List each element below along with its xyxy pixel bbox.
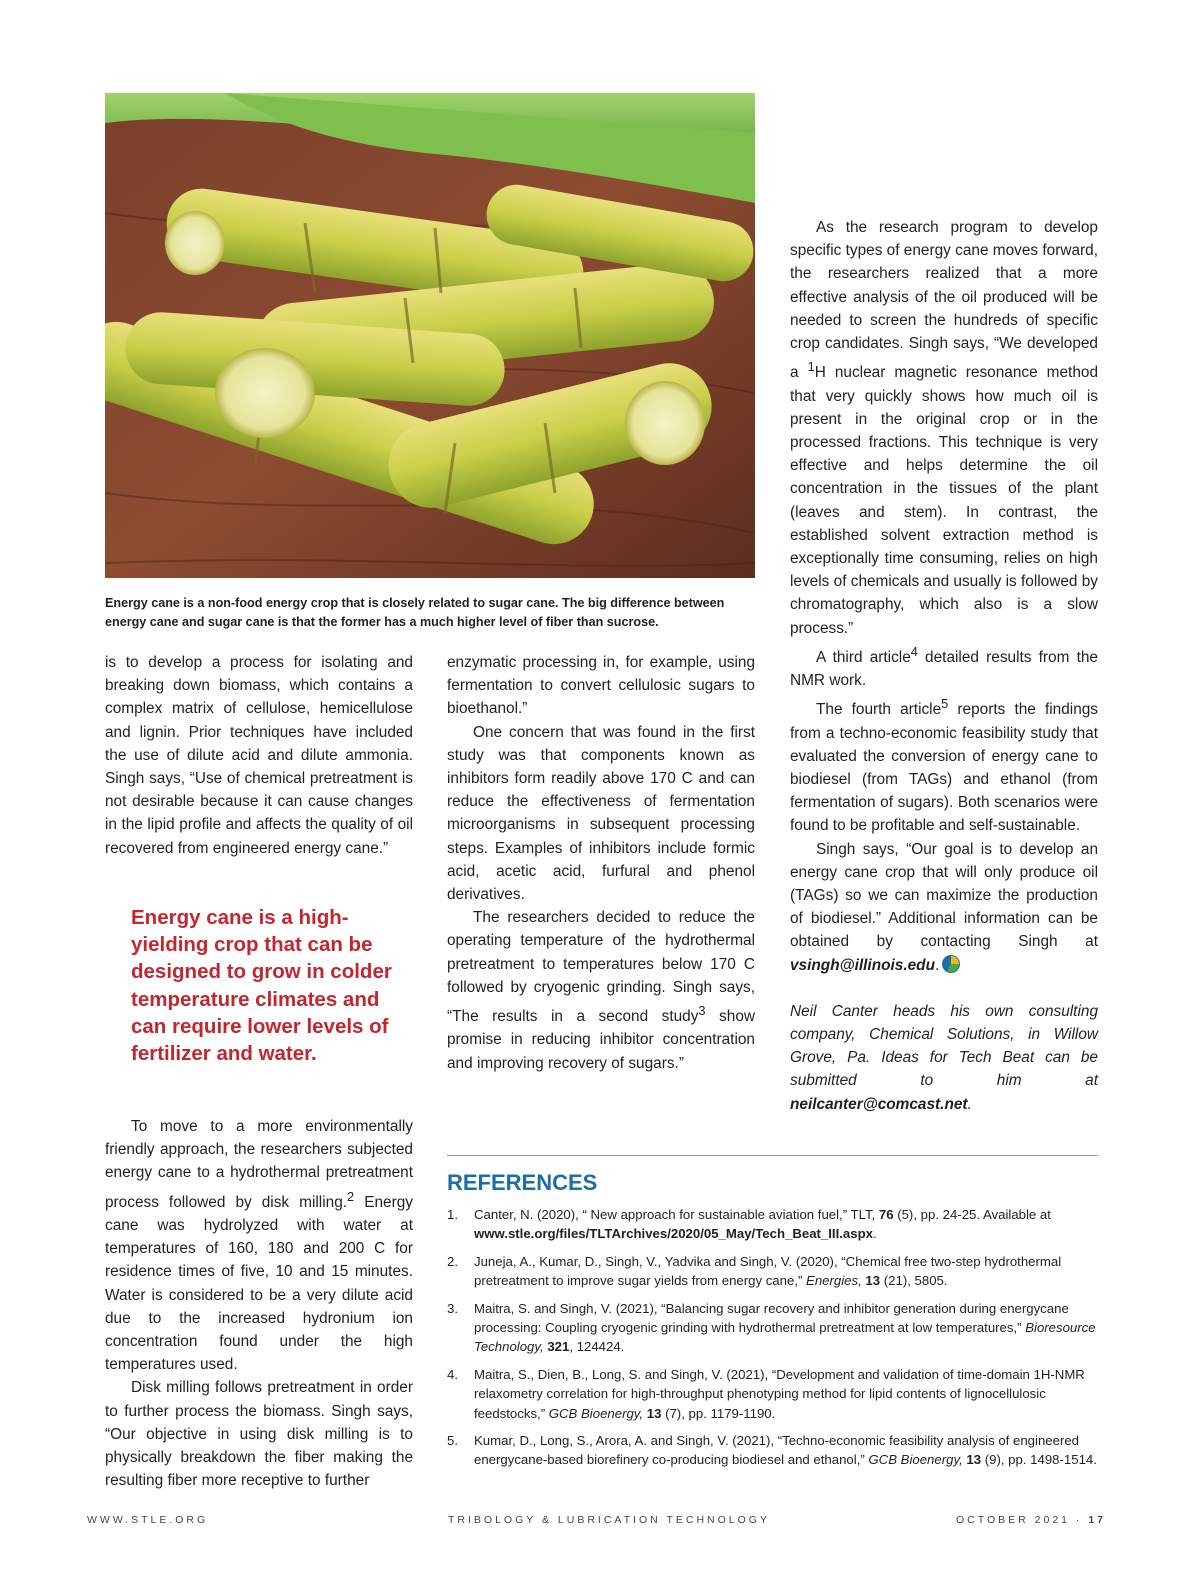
reference-item: 1. Canter, N. (2020), “ New approach for sustainable aviation fuel,” TLT, 76 (5), pp. 24-25. Available at www.stle.org/files/TLTArchives/2020/05_May/Tech_Beat_III.aspx. — [447, 1207, 1051, 1242]
tlt-end-mark-icon — [942, 955, 960, 973]
column-1-bottom — [105, 1115, 413, 1492]
reference-item: 2. Juneja, A., Kumar, D., Singh, V., Yadvika and Singh, V. (2020), “Chemical free two-step hydrothermal pretreatment to improve sugar yields from energy cane,” Energies, 13 (21), 5805. — [447, 1253, 1062, 1289]
author-bio: Neil Canter heads his own consulting company, Chemical Solutions, in Willow Grove, Pa. Ideas for Tech Beat can be submitted to him at neilcanter@comcast.net. — [790, 1002, 1098, 1113]
references-heading: REFERENCES — [447, 1170, 598, 1195]
column-2 — [447, 651, 755, 1075]
paragraph: Singh says, “Our goal is to develop an energy cane crop that will only produce oil (TAGs) so we can maximize the production of biodiesel.” Additional information can be obtained by contacting Singh at vsingh@illinois.edu. — [790, 840, 1098, 974]
pull-quote: Energy cane is a high-yielding crop that can be designed to grow in colder temperature climates and can require lower levels of fertilizer and water. — [131, 906, 392, 1066]
footer-website: WWW.STLE.ORG — [87, 1514, 209, 1526]
footnote-ref: 3 — [698, 1003, 706, 1019]
paragraph: is to develop a process for isolating and breaking down biomass, which contains a complex matrix of cellulose, hemicellulose and lignin. Prior techniques have included the use of dilute acid and dilute ammonia. Singh says, “Use of chemical pretreatment is not desirable because it can cause changes in the lipid profile and affects the quality of oil recovered from engineered energy cane.” — [105, 654, 413, 857]
singh-email-link[interactable]: vsingh@illinois.edu — [790, 956, 935, 974]
footer-date-page: OCTOBER 2021 · 17 — [956, 1514, 1107, 1526]
paragraph: The fourth article$^5$ reports the findings from a techno-economic feasibility study that evaluated the conversion of energy cane to biodiesel (from TAGs) and ethanol (from fermentation of sugars). Both scenarios were found to be profitable and self-sustainable. — [790, 696, 1099, 835]
page-number: 17 — [1088, 1514, 1107, 1526]
reference-item: 4. Maitra, S., Dien, B., Long, S. and Singh, V. (2021), “Development and validation of time-domain 1H-NMR relaxometry correlation for high-throughput phenotyping method for lipid contents of lignocellulosic feedstocks,” GCB Bioenergy, 13 (7), pp. 1179-1190. — [447, 1366, 1085, 1421]
references-divider — [447, 1155, 1098, 1156]
column-3 — [790, 216, 1098, 1116]
reference-item: 3. Maitra, S. and Singh, V. (2021), “Balancing sugar recovery and inhibitor generation during energycane processing: Coupling cryogenic grinding with hydrothermal pretreatment at low temperatures,” Bioresource Technology, 321, 124424. — [447, 1300, 1096, 1355]
footnote-ref: 4 — [910, 643, 918, 659]
footnote-ref: 2 — [347, 1188, 355, 1204]
reference-item: 5. Kumar, D., Long, S., Arora, A. and Singh, V. (2021), “Techno-economic feasibility analysis of engineered energycane-based biorefinery co-producing biodiesel and ethanol,” GCB Bioenergy, 13 (9), pp. 1498-1514. — [447, 1433, 1097, 1468]
energy-cane-photo-illustration — [105, 93, 755, 578]
paragraph: One concern that was found in the first study was that components known as inhibitors form readily above 170 C and can reduce the effectiveness of fermentation microorganisms in subsequent processing steps. Examples of inhibitors include formic acid, acetic acid, furfural and phenol derivatives. — [447, 723, 755, 904]
photo-caption: Energy cane is a non-food energy crop that is closely related to sugar cane. The big difference between energy cane and sugar cane is that the former has a much higher level of fiber than sucrose. — [105, 596, 725, 629]
footer-publication: TRIBOLOGY & LUBRICATION TECHNOLOGY — [448, 1514, 770, 1526]
paragraph: enzymatic processing in, for example, using fermentation to convert cellulosic sugars to bioethanol.” — [447, 654, 755, 718]
column-1-top — [105, 651, 413, 860]
paragraph: The researchers decided to reduce the operating temperature of the hydrothermal pretreatment to temperatures below 170 C followed by cryogenic grinding. Singh says, “The results in a second study$^3$ show promise in reducing inhibitor concentration and improving recovery of sugars.” — [447, 909, 755, 1072]
paragraph: Disk milling follows pretreatment in order to further process the biomass. Singh says, “Our objective in using disk milling is to physically breakdown the fiber making the resulting fiber more receptive to further — [105, 1379, 413, 1490]
paragraph: To move to a more environmentally friendly approach, the researchers subjected energy cane to a hydrothermal pretreatment process followed by disk milling.$^2$ Energy cane was hydrolyzed with water at temperatures of 160, 180 and 200 C for residence times of five, 10 and 15 minutes. Water is considered to be a very dilute acid due to the increased hydronium ion concentration found under the high temperatures used. — [105, 1118, 413, 1374]
author-email-link[interactable]: neilcanter@comcast.net — [790, 1095, 968, 1113]
footnote-ref: 5 — [941, 696, 949, 712]
footnote-ref: 1 — [807, 359, 815, 375]
paragraph: As the research program to develop specific types of energy cane moves forward, the researchers realized that a more effective analysis of the oil produced will be needed to screen the hundreds of specific crop candidates. Singh says, “We developed a $^1$H nuclear magnetic resonance method that very quickly shows how much oil is present in the original crop or in the processed fractions. This technique is very effective and helps determine the oil concentration in the tissues of the plant (leaves and stem). In contrast, the established solvent extraction method is exceptionally time consuming, relies on high levels of chemicals and usually is followed by chromatography, which also is a slow process.” — [790, 219, 1098, 637]
paragraph: A third article$^4$ detailed results from the NMR work. — [790, 643, 1098, 690]
references-list — [447, 1205, 1098, 1478]
reference-url-link[interactable]: www.stle.org/files/TLTArchives/2020/05_May/Tech_Beat_III.aspx — [474, 1226, 873, 1242]
energy-cane-photo — [105, 93, 755, 578]
